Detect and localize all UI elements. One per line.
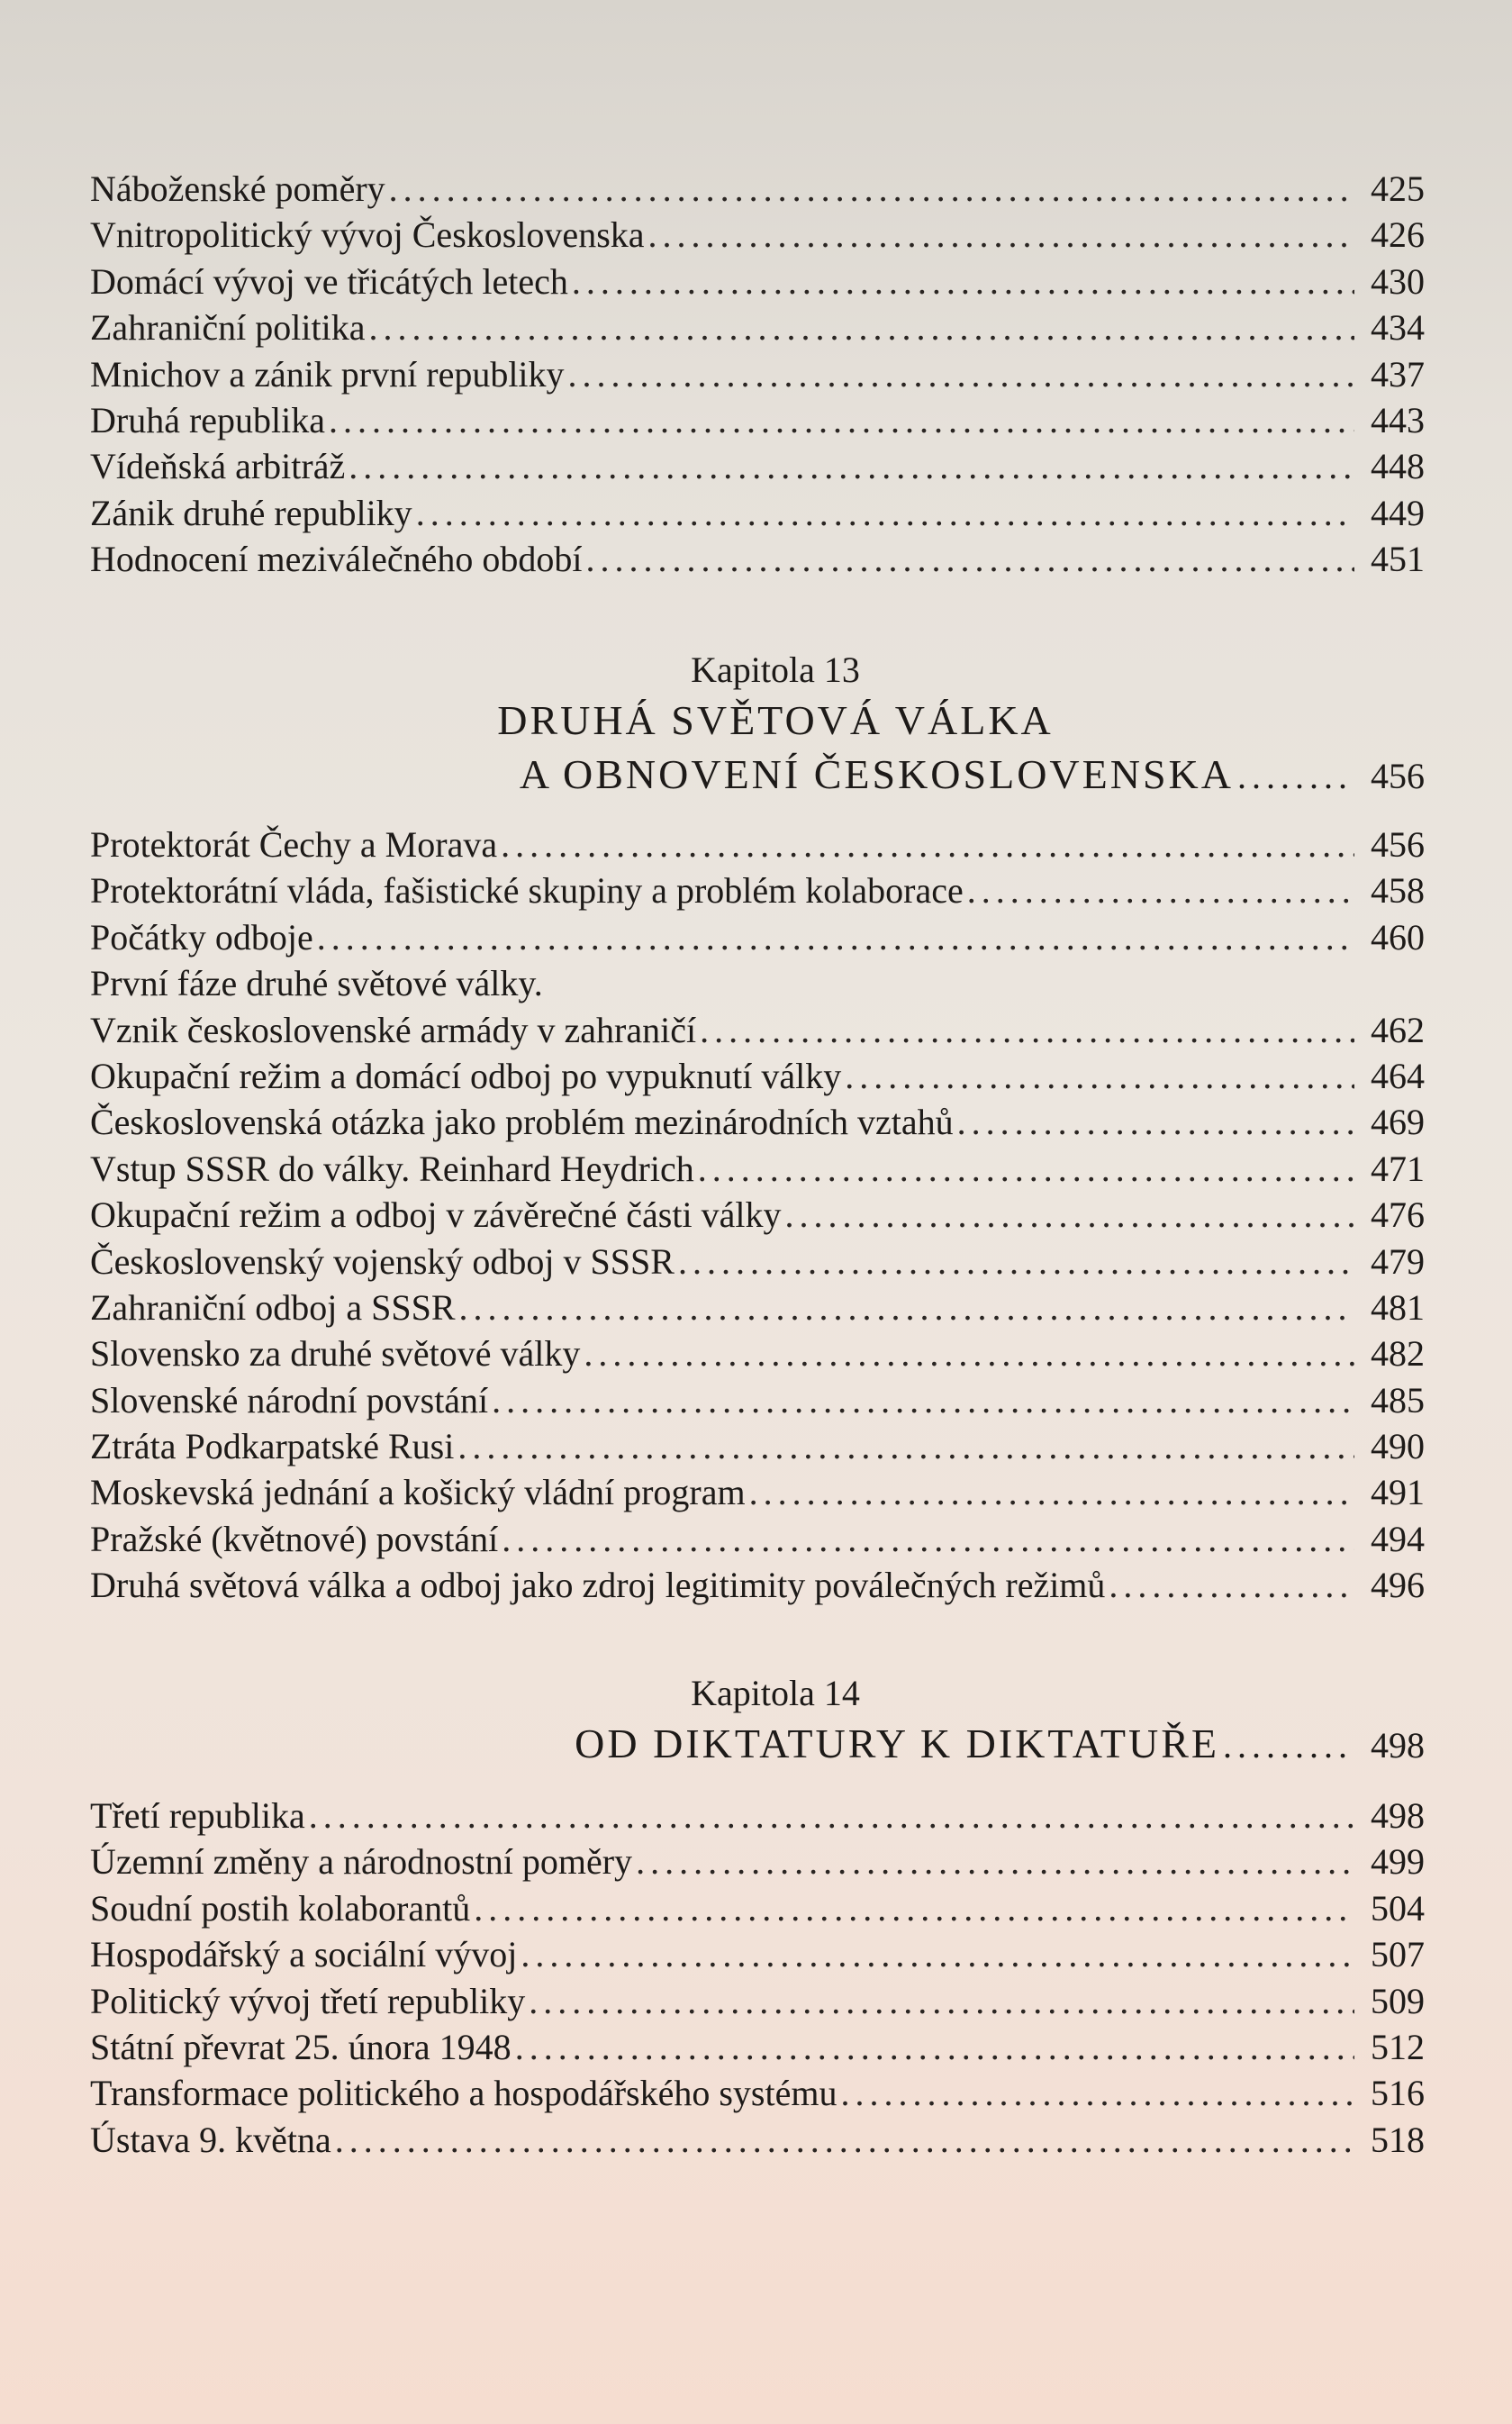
toc-entry-title: První fáze druhé světové války. [90,963,543,1004]
toc-leader-dots [967,867,1354,913]
toc-entry [90,1931,1425,1977]
toc-entry-title: Protektorátní vláda, fašistické skupiny a problém kolaborace [90,870,964,912]
toc-entry-page: 462 [1371,1009,1425,1050]
toc-leader-dots [474,1885,1354,1931]
toc-leader-dots [784,1192,1354,1238]
chapter-page: 456 [1371,756,1425,796]
toc-leader-dots [648,212,1354,258]
toc-leader-dots [957,1099,1354,1145]
toc-entry [90,1423,1425,1469]
chapter-14-heading [90,1670,1425,1773]
toc-entry [90,1516,1425,1562]
toc-entry-page: 460 [1371,916,1425,958]
toc-entry [90,490,1425,536]
toc-entry-title: Zahraniční politika [90,307,366,349]
chapter-13-heading [90,647,1425,803]
toc-entry-page: 430 [1371,260,1425,302]
toc-entry-page: 451 [1371,539,1425,580]
toc-entry-title: Druhá světová válka a odboj jako zdroj legitimity poválečných režimů [90,1565,1106,1606]
toc-entry [90,304,1425,350]
toc-entry-page: 458 [1371,870,1425,912]
toc-section-previous [90,166,1425,583]
toc-entry-title: Státní převrat 25. února 1948 [90,2026,512,2067]
toc-leader-dots [416,490,1354,536]
toc-leader-dots [636,1838,1354,1884]
toc-entry-page: 479 [1371,1240,1425,1282]
toc-entry-page: 512 [1371,2026,1425,2067]
toc-entry [90,397,1425,443]
toc-leader-dots: ........ [1237,756,1353,796]
toc-entry-title: Soudní postih kolaborantů [90,1887,471,1929]
toc-leader-dots: ......... [1223,1725,1353,1766]
toc-leader-dots [678,1239,1354,1285]
chapter-title-last-line [90,1717,1425,1773]
toc-section-chapter-14 [90,1793,1425,2163]
toc-leader-dots [572,259,1354,304]
chapter-label: Kapitola 14 [691,1673,860,1713]
toc-entry [90,259,1425,304]
toc-entry [90,1377,1425,1423]
toc-entry [90,1007,1425,1053]
toc-leader-dots [349,443,1354,489]
toc-entry-title: Počátky odboje [90,916,313,958]
toc-entry-title: Náboženské poměry [90,168,385,209]
toc-entry [90,1793,1425,1838]
toc-leader-dots [368,304,1354,350]
toc-leader-dots [529,1978,1354,2024]
toc-entry [90,443,1425,489]
toc-entry-page: 456 [1371,824,1425,865]
toc-entry-page: 464 [1371,1055,1425,1096]
toc-entry-title: Hospodářský a sociální vývoj [90,1934,518,1975]
toc-leader-dots [317,914,1354,960]
toc-leader-dots [457,1423,1354,1469]
toc-entry-page: 516 [1371,2073,1425,2114]
toc-entry-page: 476 [1371,1194,1425,1236]
toc-entry-title: Slovensko za druhé světové války [90,1333,581,1375]
toc-leader-dots [749,1469,1354,1515]
toc-entry-title: Hodnocení meziválečného období [90,539,583,580]
toc-entry-page: 437 [1371,353,1425,395]
toc-entry-page: 518 [1371,2119,1425,2160]
chapter-label: Kapitola 13 [691,649,860,690]
toc-entry [90,1285,1425,1330]
toc-entry-title: Vstup SSSR do války. Reinhard Heydrich [90,1148,694,1189]
toc-leader-dots [584,1330,1354,1376]
toc-entry [90,960,1425,1006]
toc-entry-page: 471 [1371,1148,1425,1189]
toc-entry-page: 507 [1371,1934,1425,1975]
toc-leader-dots [459,1285,1354,1330]
toc-entry-page: 443 [1371,399,1425,440]
toc-entry [90,2070,1425,2116]
toc-leader-dots [700,1007,1354,1053]
toc-entry-title: Vnitropolitický vývoj Československa [90,214,645,256]
toc-entry [90,212,1425,258]
toc-entry [90,166,1425,212]
toc-entry-title: Ústava 9. května [90,2119,331,2160]
toc-leader-dots [1109,1562,1354,1608]
toc-entry-page: 425 [1371,168,1425,209]
toc-entry [90,1053,1425,1099]
toc-entry-title: Mnichov a zánik první republiky [90,353,565,395]
toc-entry-page: 491 [1371,1472,1425,1513]
toc-entry-title: Vídeňská arbitráž [90,446,346,487]
toc-entry-title: Okupační režim a domácí odboj po vypuknutí války [90,1055,842,1096]
toc-leader-dots [521,1931,1354,1977]
toc-entry-page: 494 [1371,1518,1425,1559]
toc-entry-title: Moskevská jednání a košický vládní program [90,1472,746,1513]
toc-entry [90,536,1425,582]
toc-entry-title: Třetí republika [90,1795,305,1836]
toc-entry [90,867,1425,913]
toc-entry-title: Protektorát Čechy a Morava [90,824,498,865]
toc-entry [90,2024,1425,2070]
chapter-title-last-line [90,748,1425,803]
toc-entry-title: Slovenské národní povstání [90,1379,489,1421]
toc-entry-page: 509 [1371,1980,1425,2021]
toc-entry [90,1562,1425,1608]
toc-leader-dots [501,822,1354,867]
toc-entry [90,1978,1425,2024]
toc-leader-dots [515,2024,1354,2070]
toc-entry [90,1330,1425,1376]
toc-entry-title: Druhá republika [90,399,326,440]
toc-entry-title: Československý vojenský odboj v SSSR [90,1240,675,1282]
toc-leader-dots [698,1146,1354,1192]
chapter-title: A OBNOVENÍ ČESKOSLOVENSKA [519,751,1234,797]
toc-leader-dots [845,1053,1354,1099]
chapter-title: OD DIKTATURY K DIKTATUŘE [575,1720,1219,1766]
toc-entry-title: Politický vývoj třetí republiky [90,1980,526,2021]
toc-entry-page: 469 [1371,1102,1425,1143]
toc-leader-dots [568,351,1354,397]
toc-leader-dots [309,1793,1354,1838]
toc-entry [90,1192,1425,1238]
toc-entry-title: Územní změny a národnostní poměry [90,1841,633,1883]
toc-entry-page: 426 [1371,214,1425,256]
toc-entry-page: 490 [1371,1426,1425,1467]
toc-leader-dots [329,397,1354,443]
toc-entry-title: Domácí vývoj ve třicátých letech [90,260,568,302]
toc-leader-dots [585,536,1354,582]
toc-entry [90,2117,1425,2163]
toc-entry [90,1885,1425,1931]
toc-entry-page: 498 [1371,1795,1425,1836]
toc-entry [90,351,1425,397]
toc-entry [90,1146,1425,1192]
toc-entry-title: Československá otázka jako problém mezinárodních vztahů [90,1102,954,1143]
toc-entry [90,1239,1425,1285]
toc-entry-title: Zánik druhé republiky [90,492,412,533]
toc-entry [90,822,1425,867]
chapter-page: 498 [1371,1725,1425,1766]
toc-entry-page: 449 [1371,492,1425,533]
toc-entry-page: 499 [1371,1841,1425,1883]
chapter-title: DRUHÁ SVĚTOVÁ VÁLKA [497,697,1054,743]
toc-leader-dots [840,2070,1354,2116]
toc-leader-dots [335,2117,1354,2163]
toc-entry-title: Ztráta Podkarpatské Rusi [90,1426,455,1467]
toc-entry-title: Zahraniční odboj a SSSR [90,1286,456,1328]
toc-entry-page: 485 [1371,1379,1425,1421]
toc-leader-dots [389,166,1354,212]
toc-leader-dots [502,1516,1354,1562]
toc-entry-title: Pražské (květnové) povstání [90,1518,499,1559]
toc-entry [90,1469,1425,1515]
toc-entry-page: 481 [1371,1286,1425,1328]
toc-entry [90,1099,1425,1145]
toc-leader-dots [492,1377,1354,1423]
toc-entry-page: 504 [1371,1887,1425,1929]
toc-entry-page: 448 [1371,446,1425,487]
toc-entry-title: Vznik československé armády v zahraničí [90,1009,697,1050]
toc-entry-page: 434 [1371,307,1425,349]
toc-entry-title: Okupační režim a odboj v závěrečné části války [90,1194,782,1236]
toc-section-chapter-13 [90,822,1425,1609]
toc-entry [90,1838,1425,1884]
toc-entry-title: Transformace politického a hospodářského systému [90,2073,837,2114]
toc-entry-page: 482 [1371,1333,1425,1375]
toc-entry [90,914,1425,960]
toc-entry-page: 496 [1371,1565,1425,1606]
